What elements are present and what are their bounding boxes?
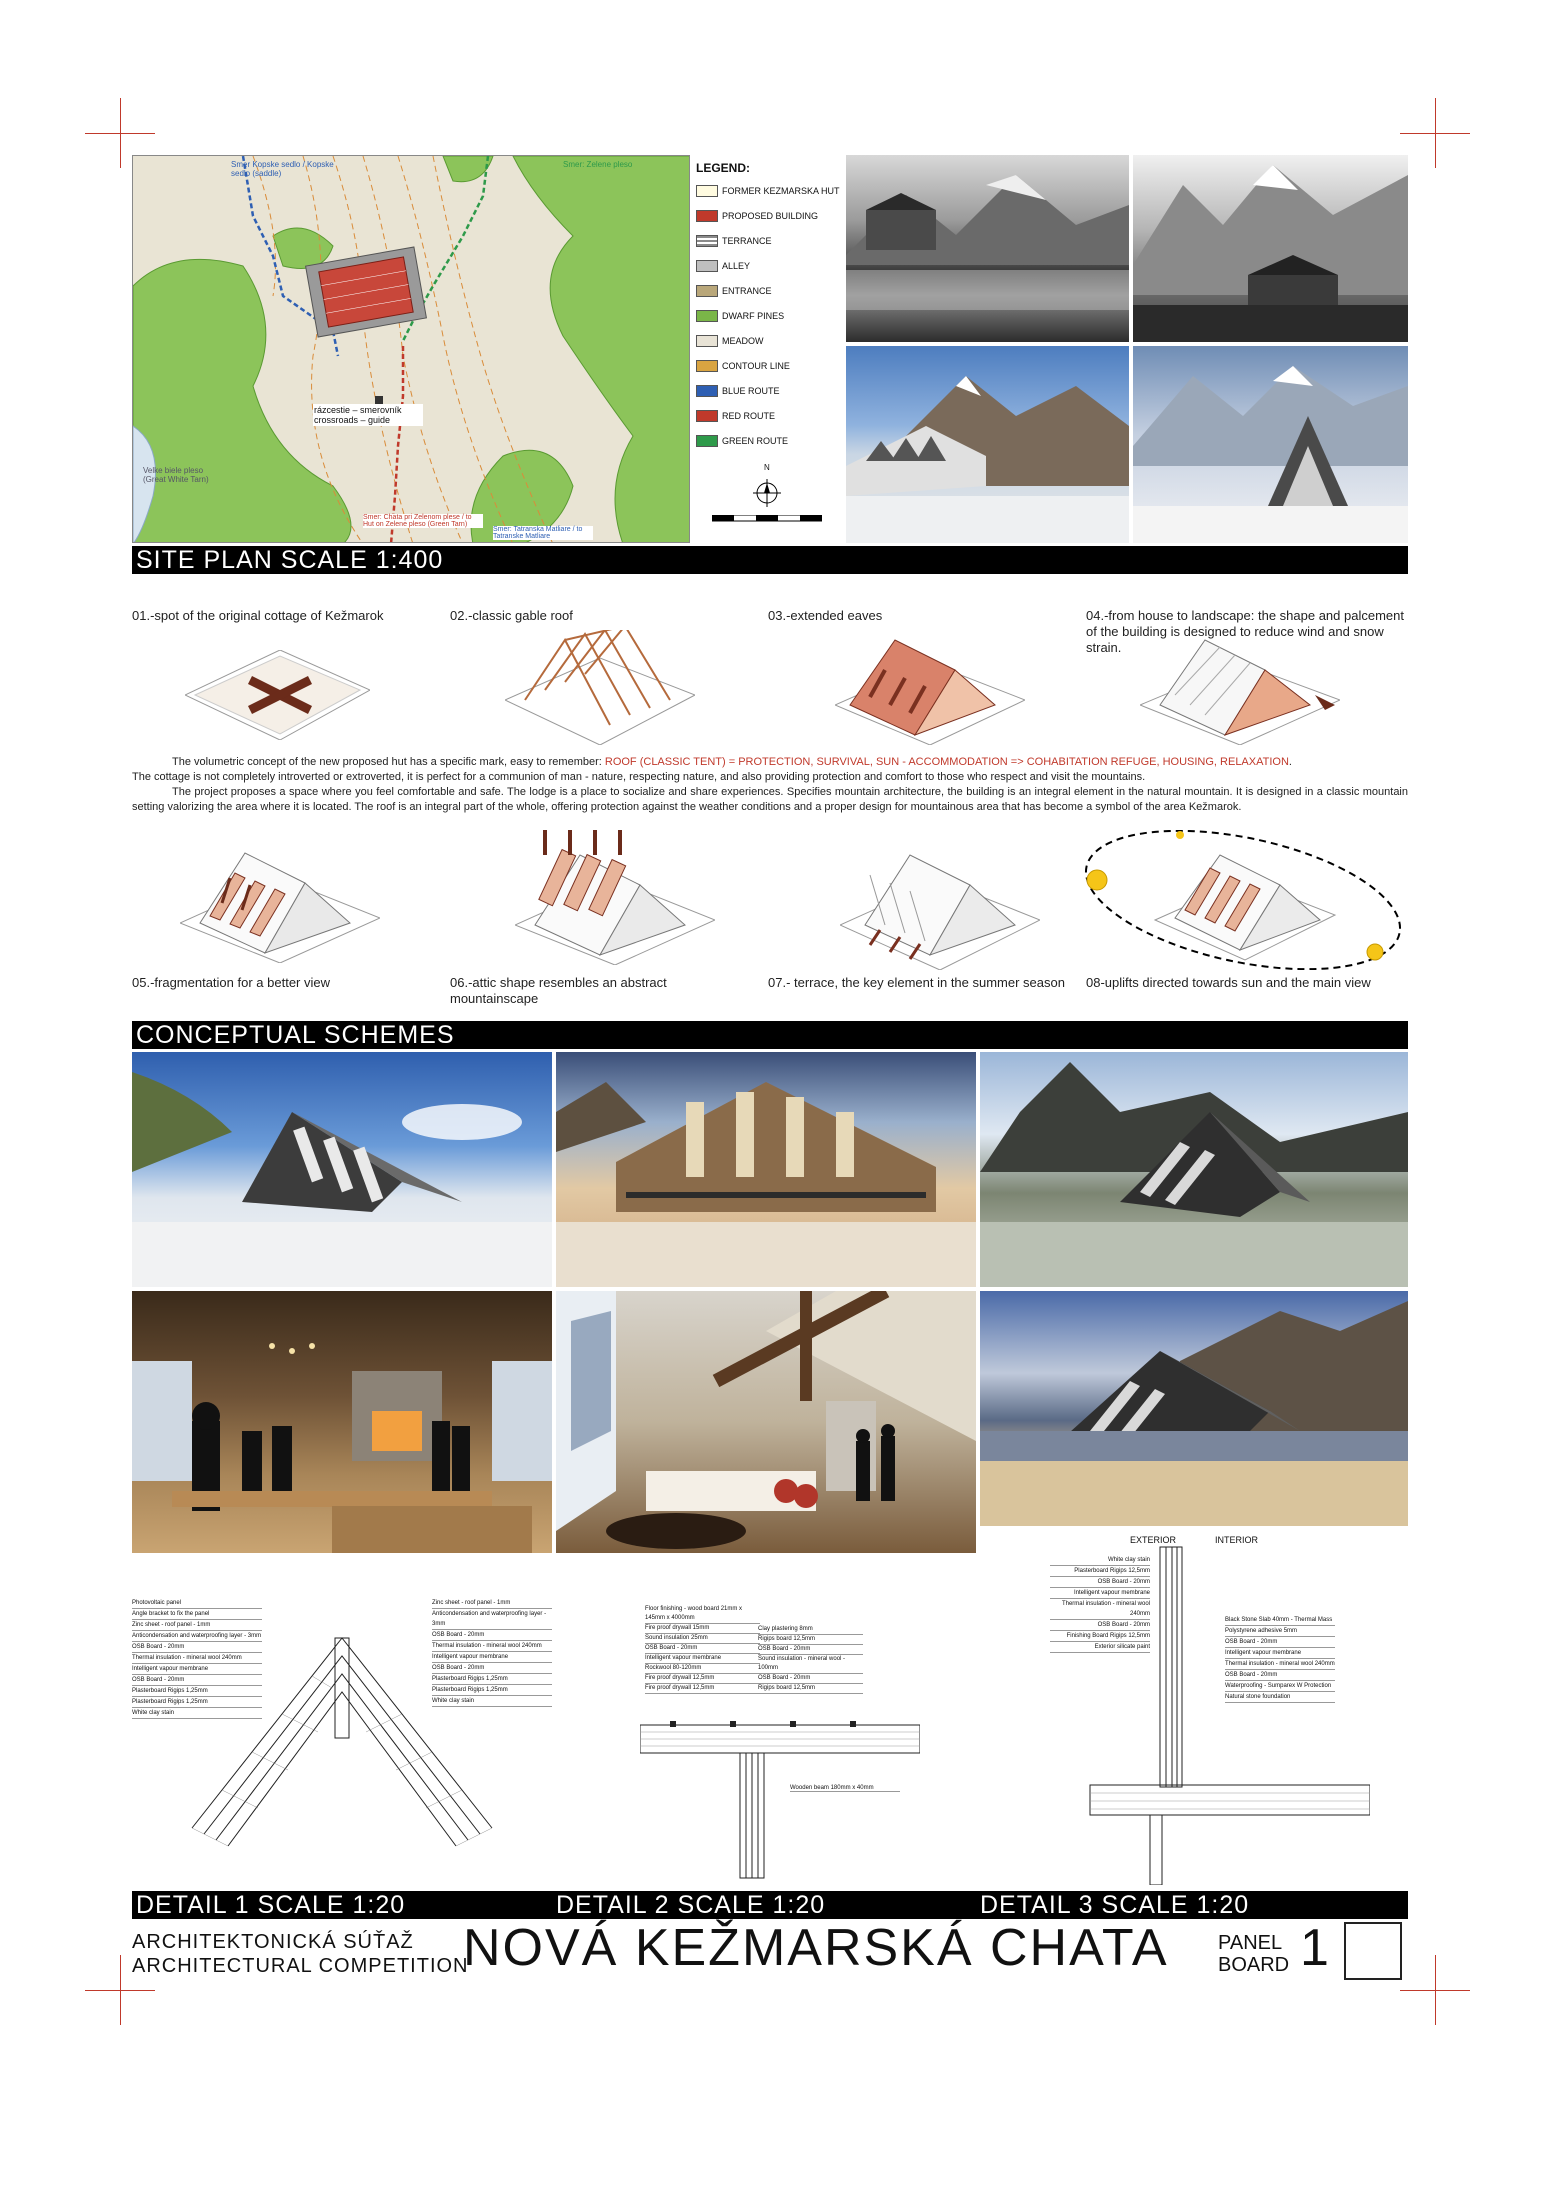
render-exterior-4 bbox=[980, 1291, 1408, 1526]
map-label-top-right: Smer: Zelene pleso bbox=[563, 160, 633, 169]
layer-label: Rigips board 12,5mm bbox=[758, 1635, 863, 1645]
layer-label: Plasterboard Rigips 1,25mm bbox=[432, 1674, 552, 1685]
layer-label: Floor finishing - wood board 21mm x 145mm x 4000mm bbox=[645, 1605, 760, 1624]
layer-label: Zinc sheet - roof panel - 1mm bbox=[132, 1620, 262, 1631]
legend-item-label: BLUE ROUTE bbox=[722, 386, 780, 396]
layer-label: OSB Board - 20mm bbox=[432, 1663, 552, 1674]
legend-item bbox=[696, 235, 772, 247]
historic-photo-2 bbox=[1133, 155, 1408, 342]
layer-label: Intelligent vapour membrane bbox=[1050, 1588, 1150, 1599]
scheme-diagram-1 bbox=[185, 650, 370, 740]
conceptual-schemes-title-bar: CONCEPTUAL SCHEMES bbox=[132, 1021, 1408, 1049]
concept-text: The volumetric concept of the new proposed hut has a specific mark, easy to remember: bbox=[172, 756, 605, 768]
layer-label: Intelligent vapour membrane bbox=[1225, 1648, 1335, 1659]
panel-label: PANEL bbox=[1218, 1932, 1283, 1954]
render-exterior-2-scene bbox=[556, 1052, 976, 1287]
layer-label: OSB Board - 20mm bbox=[132, 1675, 262, 1686]
render-photo-2 bbox=[1133, 346, 1408, 543]
layer-label: Zinc sheet - roof panel - 1mm bbox=[432, 1598, 552, 1609]
layer-label: Clay plastering 8mm bbox=[758, 1625, 863, 1635]
legend-item bbox=[696, 285, 772, 297]
historic-photo-2-scene bbox=[1133, 155, 1408, 342]
legend-item-label: ENTRANCE bbox=[722, 286, 772, 296]
layer-label: Thermal insulation - mineral wool 240mm bbox=[1225, 1659, 1335, 1670]
layer-label: OSB Board - 20mm bbox=[758, 1674, 863, 1684]
layer-label: OSB Board - 20mm bbox=[432, 1630, 552, 1641]
render-photo-2-scene bbox=[1133, 346, 1408, 543]
layer-label: Plasterboard Rigips 1,25mm bbox=[432, 1685, 552, 1696]
historic-photo-1 bbox=[846, 155, 1129, 342]
site-plan-drawing bbox=[133, 156, 690, 543]
layer-label: Thermal insulation - mineral wool 240mm bbox=[132, 1653, 262, 1664]
layer-label: Waterproofing - Sumparex W Protection bbox=[1225, 1681, 1335, 1692]
layer-label: Fire proof drywall 12,5mm bbox=[645, 1684, 760, 1694]
legend-swatch bbox=[696, 285, 718, 297]
detail-2-layers-right bbox=[758, 1625, 863, 1694]
concept-paragraph-line-1 bbox=[132, 755, 1408, 770]
concept-paragraph-line-2: The cottage is not completely introverted or extroverted, it is perfect for a communion of man - nature, respecting nature, and also providing protection and comfort to those who respect and visit the mountains. bbox=[132, 771, 1146, 783]
legend-item bbox=[696, 410, 775, 422]
concept-paragraph bbox=[132, 755, 1408, 815]
legend-item-label: ALLEY bbox=[722, 261, 751, 271]
layer-label: Intelligent vapour membrane bbox=[132, 1664, 262, 1675]
detail-1-layers-right bbox=[432, 1598, 552, 1707]
layer-label: Plasterboard Rigips 12,5mm bbox=[1050, 1566, 1150, 1577]
legend-swatch bbox=[696, 360, 718, 372]
layer-label: Thermal insulation - mineral wool 240mm bbox=[432, 1641, 552, 1652]
scheme-caption-8: 08-uplifts directed towards sun and the main view bbox=[1086, 975, 1371, 990]
layer-label: White clay stain bbox=[132, 1708, 262, 1719]
site-plan-title-bar: SITE PLAN SCALE 1:400 bbox=[132, 546, 1408, 574]
concept-text-end: . bbox=[1288, 756, 1292, 768]
layer-label: OSB Board - 20mm bbox=[645, 1644, 760, 1654]
crop-mark-top-right bbox=[1400, 98, 1470, 168]
legend-swatch bbox=[696, 210, 718, 222]
scheme-caption-4: 04.-from house to landscape: the shape and palcement of the building is designed to reduce wind and snow strain. bbox=[1086, 608, 1404, 655]
layer-label: White clay stain bbox=[1050, 1555, 1150, 1566]
layer-label: Thermal insulation - mineral wool 240mm bbox=[1050, 1599, 1150, 1620]
render-exterior-3 bbox=[980, 1052, 1408, 1287]
site-plan-map bbox=[132, 155, 690, 543]
layer-label: Plasterboard Rigips 1,25mm bbox=[132, 1697, 262, 1708]
legend-item bbox=[696, 185, 840, 197]
detail-2-layers bbox=[645, 1605, 760, 1694]
panel-box bbox=[1344, 1922, 1402, 1980]
scheme-diagram-2 bbox=[505, 630, 695, 745]
layer-label: Plasterboard Rigips 1,25mm bbox=[132, 1686, 262, 1697]
detail-2-drawing bbox=[640, 1605, 920, 1880]
layer-label: Rigips board 12,5mm bbox=[758, 1684, 863, 1694]
render-exterior-2 bbox=[556, 1052, 976, 1287]
layer-label: Exterior silicate paint bbox=[1050, 1642, 1150, 1653]
legend-item-label: TERRANCE bbox=[722, 236, 772, 246]
legend-item bbox=[696, 210, 818, 222]
render-photo-1-scene bbox=[846, 346, 1129, 543]
concept-highlight: ROOF (CLASSIC TENT) = PROTECTION, SURVIVAL, SUN - ACCOMMODATION => COHABITATION REFUGE, HOUSING, RELAXATION bbox=[604, 756, 1289, 768]
map-label-top-left: Smer Kopske sedlo / Kopske sedlo (saddle) bbox=[231, 160, 334, 178]
layer-label: OSB Board - 20mm bbox=[1225, 1637, 1335, 1648]
scheme-diagram-8 bbox=[1075, 830, 1410, 970]
north-label: N bbox=[764, 463, 770, 472]
layer-label: Polystyrene adhesive 5mm bbox=[1225, 1626, 1335, 1637]
sun-icon bbox=[1367, 944, 1383, 960]
legend-item-label: DWARF PINES bbox=[722, 311, 785, 321]
details-title-bar bbox=[132, 1891, 1408, 1919]
layer-label: Anticondensation and waterproofing layer - 3mm bbox=[132, 1631, 262, 1642]
layer-label: OSB Board - 20mm bbox=[1050, 1620, 1150, 1631]
layer-label: White clay stain bbox=[432, 1696, 552, 1707]
map-label-bottom-right: Smer: Tatranska Matliare / to Tatranske Matliare bbox=[493, 526, 593, 540]
render-exterior-1-scene bbox=[132, 1052, 552, 1287]
detail-1-label: DETAIL 1 SCALE 1:20 bbox=[136, 1891, 406, 1919]
layer-label: Finishing Board Rigips 12,5mm bbox=[1050, 1631, 1150, 1642]
board-label: BOARD bbox=[1218, 1954, 1290, 1976]
panel-number: 1 bbox=[1300, 1919, 1329, 1977]
historic-photo-1-scene bbox=[846, 155, 1129, 342]
layer-label: Sound insulation - mineral wool - 100mm bbox=[758, 1655, 863, 1674]
scheme-diagram-7 bbox=[840, 845, 1040, 970]
render-exterior-1 bbox=[132, 1052, 552, 1287]
legend-item-label: PROPOSED BUILDING bbox=[722, 211, 819, 221]
scheme-diagram-4 bbox=[1140, 635, 1340, 745]
detail-3-section bbox=[1030, 1535, 1370, 1885]
layer-label: Photovoltaic panel bbox=[132, 1598, 262, 1609]
legend-item-label: CONTOUR LINE bbox=[722, 361, 790, 371]
layer-label: Fire proof drywall 15mm bbox=[645, 1624, 760, 1634]
scheme-caption-6: 06.-attic shape resembles an abstract mountainscape bbox=[450, 975, 667, 1006]
scheme-diagram-5 bbox=[180, 848, 380, 963]
render-photo-1 bbox=[846, 346, 1129, 543]
layer-label: Angle bracket to fix the panel bbox=[132, 1609, 262, 1620]
detail-2-beam-label: Wooden beam 180mm x 40mm bbox=[790, 1785, 900, 1792]
legend-swatch bbox=[696, 435, 718, 447]
layer-label: Black Stone Slab 40mm - Thermal Mass bbox=[1225, 1615, 1335, 1626]
crossroads-sign bbox=[375, 396, 383, 404]
scheme-caption-7: 07.- terrace, the key element in the summer season bbox=[768, 975, 1065, 990]
scheme-caption-3: 03.-extended eaves bbox=[768, 608, 883, 623]
layer-label: Anticondensation and waterproofing layer - 3mm bbox=[432, 1609, 552, 1630]
detail-3-exterior-label: EXTERIOR bbox=[1130, 1535, 1177, 1545]
concept-paragraph-line-3: The project proposes a space where you feel comfortable and safe. The lodge is a place to socialize and share experiences. Specifies mountain architecture, the building is an integral element in the natural mountain. It is designed in a classic mountain setting valorizing the area where it is located. The roof is an integral part of the whole, offering protection against the weather conditions and a proper design for mountainous area that has become a symbol of the area Kežmarok. bbox=[132, 786, 1408, 813]
legend-item bbox=[696, 335, 764, 347]
layer-label: Sound insulation 25mm bbox=[645, 1634, 760, 1644]
legend-item-label: MEADOW bbox=[722, 336, 764, 346]
layer-label: OSB Board - 20mm bbox=[1050, 1577, 1150, 1588]
legend-item bbox=[696, 310, 784, 322]
render-exterior-3-scene bbox=[980, 1052, 1408, 1287]
detail-3-drawing bbox=[1030, 1535, 1370, 1885]
legend-swatch bbox=[696, 410, 718, 422]
sun-icon bbox=[1087, 870, 1107, 890]
render-interior-attic bbox=[556, 1291, 976, 1553]
render-interior-dining bbox=[132, 1291, 552, 1553]
legend-swatch bbox=[696, 310, 718, 322]
render-exterior-4-scene bbox=[980, 1291, 1408, 1526]
legend-swatch bbox=[696, 185, 718, 197]
map-label-bottom-left: Smer: Chata pri Zelenom plese / to Hut on Zelene pleso (Green Tarn) bbox=[363, 514, 483, 528]
layer-label: Intelligent vapour membrane bbox=[645, 1654, 760, 1664]
legend-item bbox=[696, 385, 780, 397]
layer-label: OSB Board - 20mm bbox=[758, 1645, 863, 1655]
footer-competition-sk: ARCHITEKTONICKÁ SÚŤAŽ bbox=[132, 1931, 414, 1953]
scheme-diagram-6 bbox=[515, 825, 715, 965]
crop-mark-bottom-right bbox=[1400, 1955, 1470, 2025]
detail-3-label: DETAIL 3 SCALE 1:20 bbox=[980, 1891, 1250, 1919]
legend-item-label: FORMER KEZMARSKA HUT bbox=[722, 186, 840, 196]
legend-item bbox=[696, 260, 750, 272]
map-label-lake: Velke biele pleso (Great White Tarn) bbox=[143, 466, 209, 484]
layer-label: Intelligent vapour membrane bbox=[432, 1652, 552, 1663]
detail-1-drawing bbox=[132, 1598, 552, 1883]
legend-swatch bbox=[696, 335, 718, 347]
scheme-caption-2: 02.-classic gable roof bbox=[450, 608, 573, 623]
north-arrow-icon bbox=[752, 473, 782, 507]
legend-swatch bbox=[696, 235, 718, 247]
legend-item-label: GREEN ROUTE bbox=[722, 436, 789, 446]
legend-item bbox=[696, 360, 790, 372]
scheme-caption-5: 05.-fragmentation for a better view bbox=[132, 975, 330, 990]
sun-icon bbox=[1176, 831, 1184, 839]
layer-label: Fire proof drywall 12,5mm bbox=[645, 1674, 760, 1684]
legend-swatch bbox=[696, 260, 718, 272]
map-label-crossroads: rázcestie – smerovník crossroads – guide bbox=[313, 404, 423, 426]
project-title: NOVÁ KEŽMARSKÁ CHATA bbox=[463, 1919, 1169, 1977]
detail-2-label: DETAIL 2 SCALE 1:20 bbox=[556, 1891, 826, 1919]
site-plan-legend bbox=[692, 155, 842, 543]
detail-3-interior-label: INTERIOR bbox=[1215, 1535, 1259, 1545]
layer-label: OSB Board - 20mm bbox=[1225, 1670, 1335, 1681]
legend-swatch bbox=[696, 385, 718, 397]
legend-title: LEGEND: bbox=[696, 161, 750, 175]
render-interior-attic-scene bbox=[556, 1291, 976, 1553]
layer-label: OSB Board - 20mm bbox=[132, 1642, 262, 1653]
layer-label: Rockwool 80-120mm bbox=[645, 1664, 760, 1674]
legend-item bbox=[696, 435, 788, 447]
scheme-caption-1: 01.-spot of the original cottage of Kežmarok bbox=[132, 608, 384, 623]
scheme-diagram-3 bbox=[835, 635, 1025, 745]
render-interior-dining-scene bbox=[132, 1291, 552, 1553]
legend-item-label: RED ROUTE bbox=[722, 411, 776, 421]
detail-1-layers-left bbox=[132, 1598, 262, 1719]
layer-label: Natural stone foundation bbox=[1225, 1692, 1335, 1703]
footer-competition-en: ARCHITECTURAL COMPETITION bbox=[132, 1955, 469, 1977]
scale-bar bbox=[712, 515, 822, 523]
